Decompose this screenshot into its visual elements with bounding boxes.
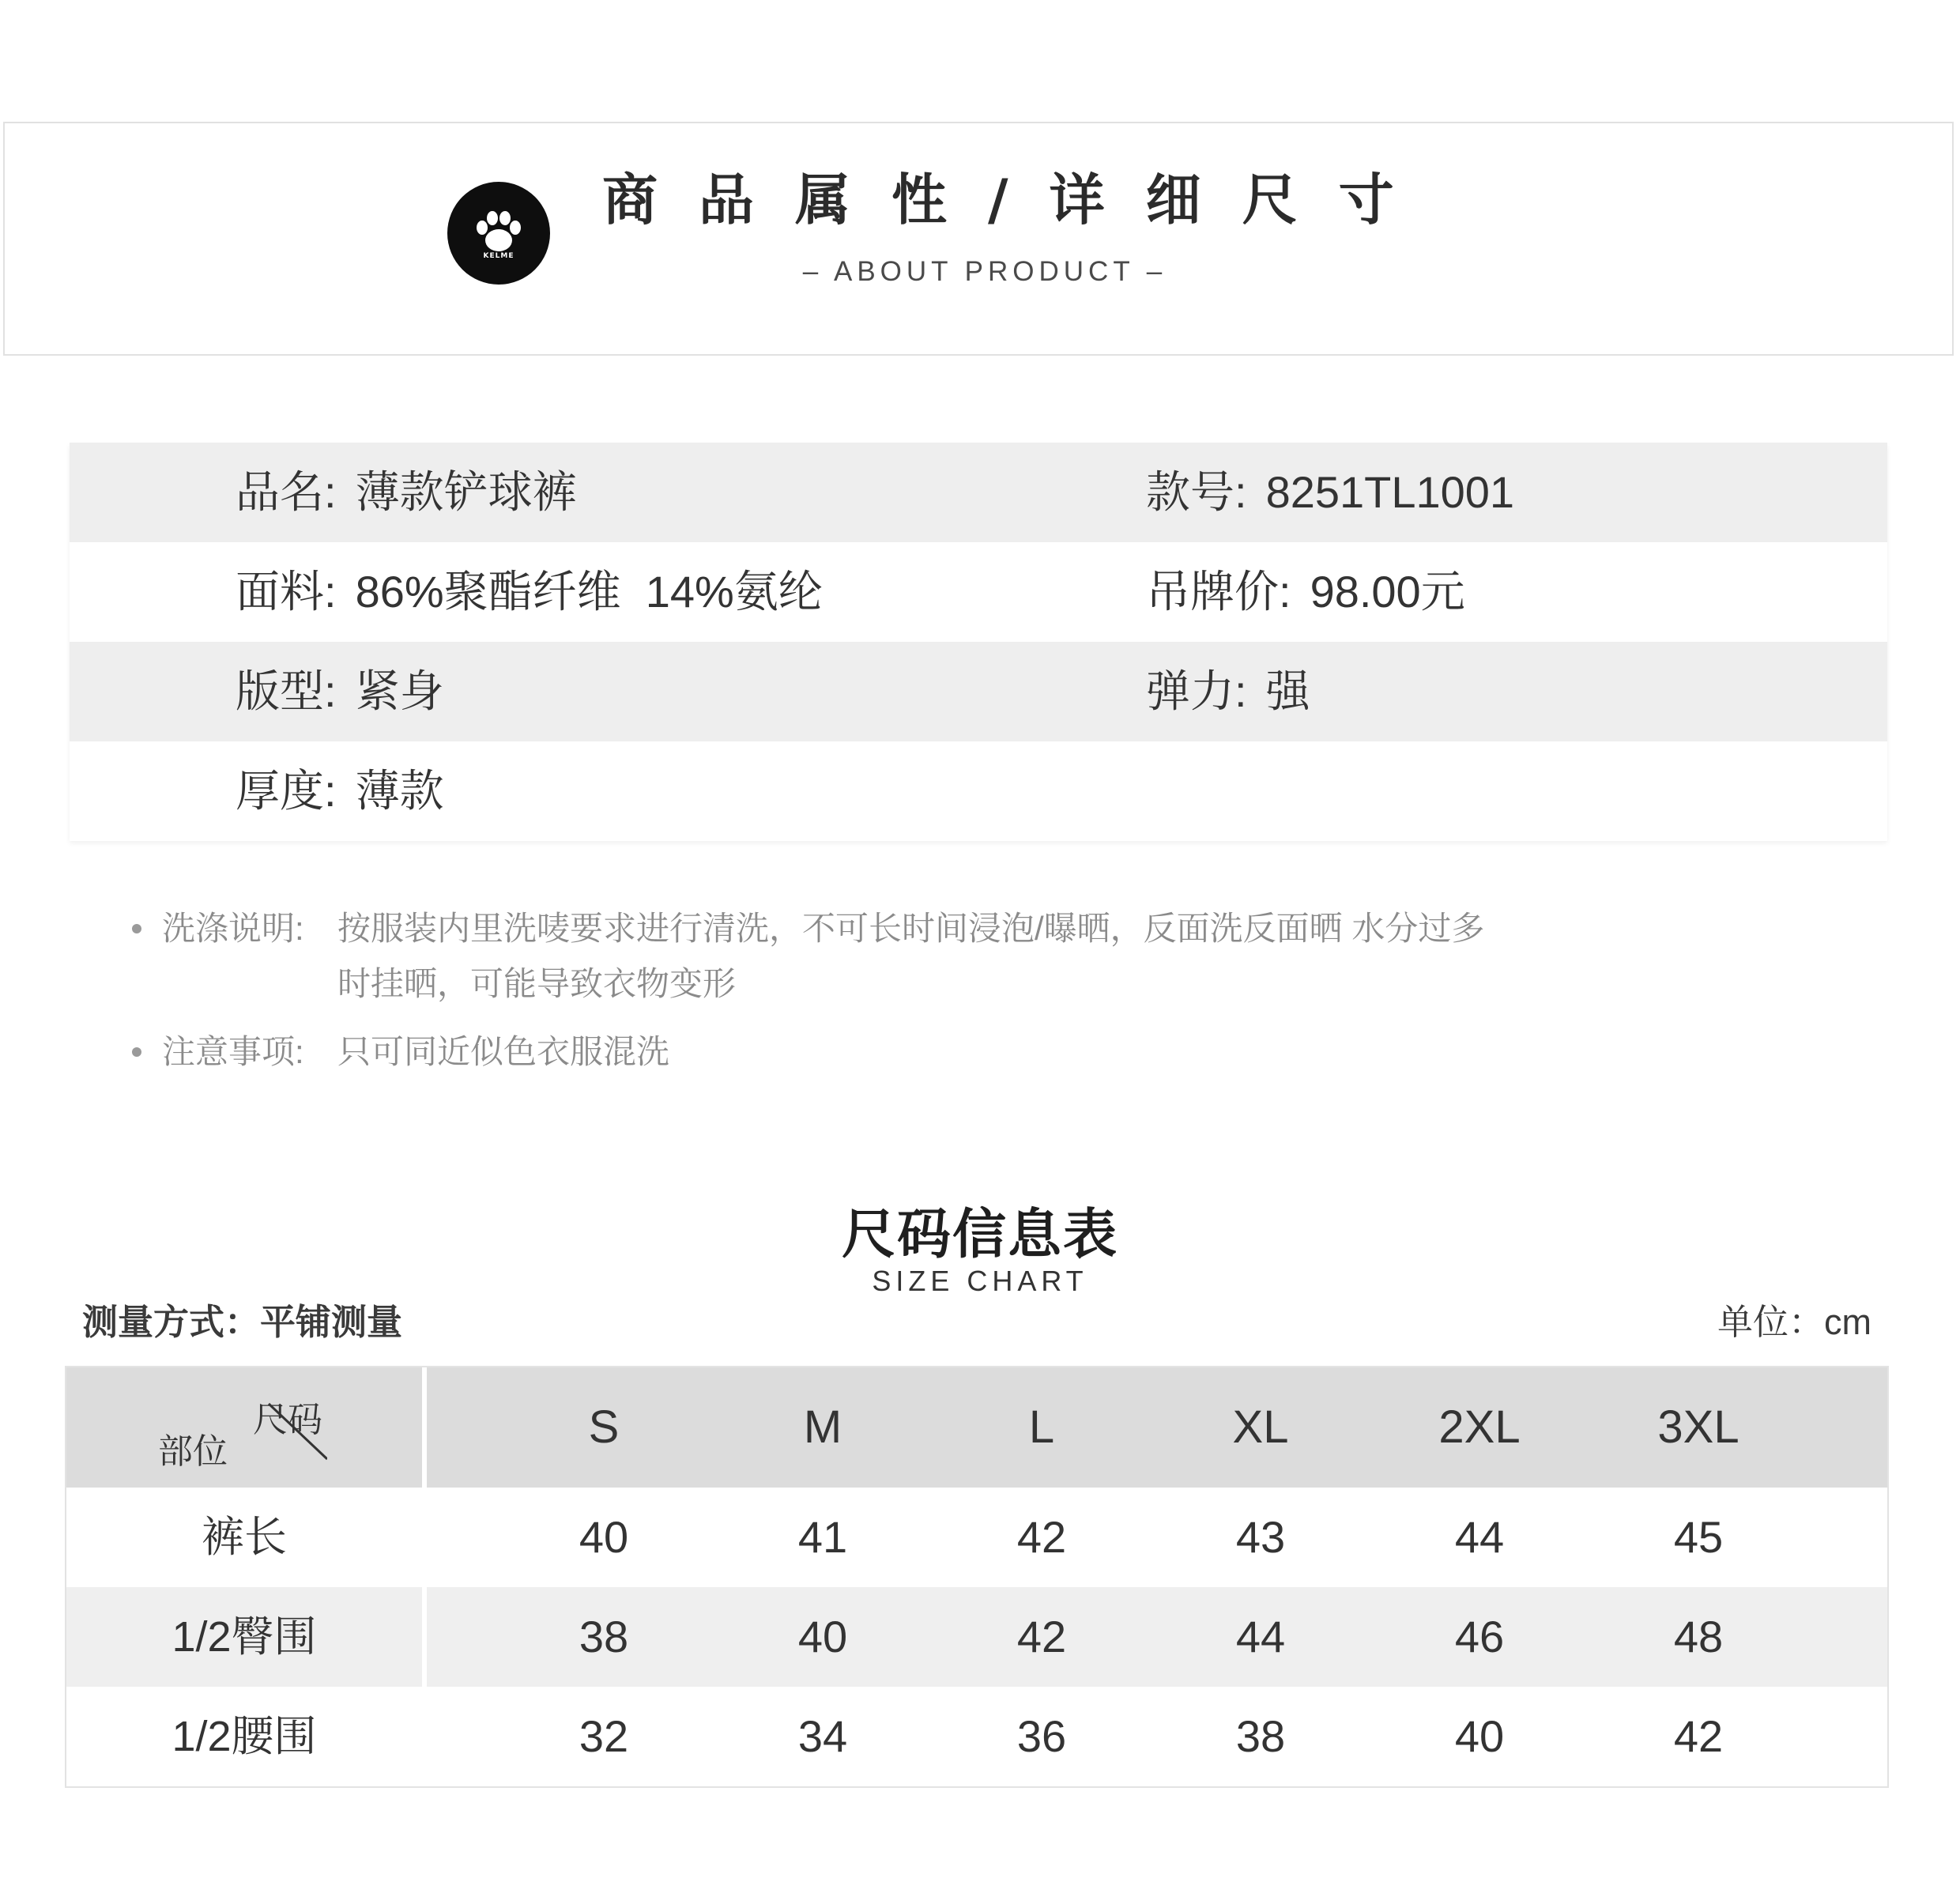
table-cell: 46 bbox=[1454, 1612, 1505, 1661]
note-label: 洗涤说明: bbox=[162, 910, 304, 947]
column-divider bbox=[422, 1367, 427, 1488]
attribute-row bbox=[70, 642, 1887, 741]
brand-name: KELME bbox=[483, 252, 514, 260]
table-cell: 45 bbox=[1673, 1512, 1724, 1562]
table-cell: 40 bbox=[797, 1612, 848, 1661]
table-cell: 44 bbox=[1235, 1612, 1286, 1661]
column-divider bbox=[422, 1488, 427, 1587]
table-cell: 41 bbox=[797, 1512, 848, 1562]
note-text: 只可同近似色衣服混洗 bbox=[337, 1033, 670, 1070]
table-cell: 34 bbox=[797, 1711, 848, 1761]
size-chart-subtitle: SIZE CHART bbox=[872, 1265, 1088, 1297]
table-cell: 38 bbox=[579, 1612, 629, 1661]
page-subtitle: – ABOUT PRODUCT – bbox=[802, 256, 1167, 287]
corner-cell bbox=[66, 1367, 422, 1488]
corner-part-label: 部位 bbox=[158, 1432, 228, 1471]
attribute-value: 薄款 bbox=[355, 766, 444, 816]
attribute-value: 强 bbox=[1265, 666, 1310, 716]
column-divider bbox=[422, 1587, 427, 1687]
table-cell: 40 bbox=[579, 1512, 629, 1562]
unit-label: 单位：cm bbox=[1717, 1302, 1871, 1342]
attribute-cell bbox=[236, 542, 823, 642]
attribute-cell bbox=[236, 443, 577, 542]
attribute-label: 面料: bbox=[236, 567, 337, 617]
attribute-table bbox=[70, 443, 1887, 841]
size-header-cell: 3XL bbox=[1657, 1401, 1740, 1453]
table-cell: 38 bbox=[1235, 1711, 1286, 1761]
attribute-row bbox=[70, 542, 1887, 642]
attribute-cell bbox=[236, 741, 444, 841]
attribute-label: 吊牌价: bbox=[1146, 567, 1291, 617]
size-header-cell: L bbox=[1028, 1401, 1055, 1453]
attribute-label: 厚度: bbox=[236, 766, 337, 816]
size-header-cell: S bbox=[588, 1401, 620, 1453]
attribute-label: 品名: bbox=[236, 467, 337, 517]
attribute-label: 弹力: bbox=[1146, 666, 1247, 716]
attribute-cell bbox=[1146, 741, 1165, 841]
table-row bbox=[66, 1488, 1887, 1587]
table-row bbox=[66, 1687, 1887, 1786]
note-item bbox=[130, 1024, 1553, 1080]
attribute-value: 98.00元 bbox=[1310, 567, 1465, 617]
attribute-value: 薄款铲球裤 bbox=[355, 467, 577, 517]
table-cell: 40 bbox=[1454, 1711, 1505, 1761]
size-header-cell: 2XL bbox=[1438, 1401, 1521, 1453]
attribute-label: 款号: bbox=[1146, 467, 1247, 517]
attribute-row bbox=[70, 741, 1887, 841]
care-notes bbox=[130, 901, 1553, 1080]
size-header-cell: XL bbox=[1232, 1401, 1289, 1453]
table-cell: 42 bbox=[1016, 1612, 1067, 1661]
table-cell: 42 bbox=[1016, 1512, 1067, 1562]
table-row bbox=[66, 1587, 1887, 1687]
attribute-cell bbox=[1146, 443, 1514, 542]
bullet-icon bbox=[132, 1047, 141, 1057]
size-header-row bbox=[66, 1367, 1887, 1488]
note-label: 注意事项: bbox=[162, 1033, 304, 1070]
attribute-value: 紧身 bbox=[355, 666, 444, 716]
attribute-cell bbox=[236, 642, 444, 741]
row-label: 裤长 bbox=[202, 1514, 287, 1561]
table-cell: 42 bbox=[1673, 1711, 1724, 1761]
attribute-cell bbox=[1146, 642, 1310, 741]
measure-method: 测量方式：平铺测量 bbox=[82, 1302, 403, 1342]
attribute-row bbox=[70, 443, 1887, 542]
table-cell: 36 bbox=[1016, 1711, 1067, 1761]
attribute-cell bbox=[1146, 542, 1465, 642]
bullet-icon bbox=[132, 924, 141, 933]
size-chart-title: 尺码信息表 bbox=[841, 1204, 1118, 1266]
table-cell: 32 bbox=[579, 1711, 629, 1761]
brand-logo bbox=[447, 182, 550, 285]
row-label: 1/2腰围 bbox=[172, 1713, 317, 1760]
size-table bbox=[65, 1366, 1889, 1788]
attribute-value: 86%聚酯纤维 14%氨纶 bbox=[355, 567, 823, 617]
attribute-label: 版型: bbox=[236, 666, 337, 716]
table-cell: 43 bbox=[1235, 1512, 1286, 1562]
note-text: 按服装内里洗唛要求进行清洗，不可长时间浸泡/曝晒，反面洗反面晒 水分过多时挂晒，可能导致衣物变形 bbox=[337, 910, 1485, 1002]
size-header-cell: M bbox=[803, 1401, 842, 1453]
paw-icon bbox=[447, 182, 550, 285]
header-card bbox=[3, 122, 1954, 356]
page-title: 商品属性/详细尺寸 bbox=[602, 168, 1435, 232]
attribute-value: 8251TL1001 bbox=[1265, 467, 1515, 517]
corner-size-label: 尺码 bbox=[253, 1401, 322, 1439]
column-divider bbox=[422, 1687, 427, 1786]
note-item bbox=[130, 901, 1553, 1012]
table-cell: 44 bbox=[1454, 1512, 1505, 1562]
table-cell: 48 bbox=[1673, 1612, 1724, 1661]
row-label: 1/2臀围 bbox=[172, 1613, 317, 1661]
